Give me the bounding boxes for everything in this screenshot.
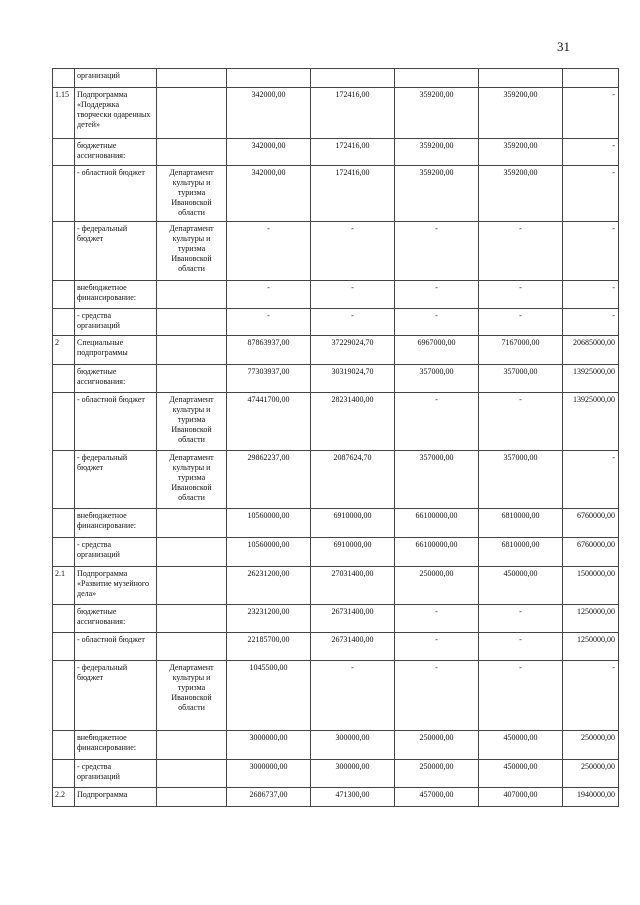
value-cell: 1045500,00 bbox=[227, 661, 311, 731]
value-cell: 172416,00 bbox=[311, 139, 395, 166]
item-name-cell: Подпрограмма «Развитие музейного дела» bbox=[75, 567, 157, 605]
value-cell bbox=[563, 69, 619, 88]
executor-cell: Департамент культуры и туризма Ивановской области bbox=[157, 222, 227, 281]
row-number-cell bbox=[53, 166, 75, 222]
item-name-cell: - федеральный бюджет bbox=[75, 661, 157, 731]
table-row bbox=[53, 139, 619, 166]
table-row bbox=[53, 509, 619, 538]
value-cell: - bbox=[395, 393, 479, 451]
item-name-cell: - федеральный бюджет bbox=[75, 451, 157, 509]
row-number-cell bbox=[53, 281, 75, 309]
value-cell: 23231200,00 bbox=[227, 605, 311, 633]
value-cell: - bbox=[395, 633, 479, 661]
executor-cell bbox=[157, 731, 227, 760]
budget-table bbox=[52, 68, 619, 807]
item-name-cell: - федеральный бюджет bbox=[75, 222, 157, 281]
value-cell: - bbox=[479, 281, 563, 309]
row-number-cell bbox=[53, 760, 75, 788]
value-cell: 26731400,00 bbox=[311, 633, 395, 661]
value-cell: 1250000,00 bbox=[563, 633, 619, 661]
value-cell: 1940000,00 bbox=[563, 788, 619, 807]
value-cell: 10560000,00 bbox=[227, 509, 311, 538]
value-cell: 1250000,00 bbox=[563, 605, 619, 633]
value-cell: - bbox=[563, 309, 619, 336]
value-cell: 357000,00 bbox=[395, 365, 479, 393]
value-cell: 3000000,00 bbox=[227, 760, 311, 788]
value-cell: 77303937,00 bbox=[227, 365, 311, 393]
value-cell: - bbox=[563, 281, 619, 309]
executor-cell bbox=[157, 88, 227, 139]
item-name-cell: бюджетные ассигнования: bbox=[75, 605, 157, 633]
value-cell: 37229024,70 bbox=[311, 336, 395, 365]
value-cell: 6910000,00 bbox=[311, 509, 395, 538]
value-cell: 359200,00 bbox=[479, 88, 563, 139]
value-cell: - bbox=[227, 309, 311, 336]
executor-cell bbox=[157, 69, 227, 88]
item-name-cell: бюджетные ассигнования: bbox=[75, 139, 157, 166]
value-cell: - bbox=[479, 605, 563, 633]
row-number-cell: 1.15 bbox=[53, 88, 75, 139]
table-row bbox=[53, 222, 619, 281]
item-name-cell: - средства организаций bbox=[75, 309, 157, 336]
item-name-cell: - средства организаций bbox=[75, 538, 157, 567]
value-cell: 450000,00 bbox=[479, 760, 563, 788]
value-cell: - bbox=[395, 309, 479, 336]
value-cell: 2686737,00 bbox=[227, 788, 311, 807]
value-cell: - bbox=[395, 605, 479, 633]
item-name-cell: - областной бюджет bbox=[75, 633, 157, 661]
table-row bbox=[53, 365, 619, 393]
item-name-cell: Подпрограмма «Поддержка творчески одаренных детей» bbox=[75, 88, 157, 139]
value-cell: - bbox=[563, 166, 619, 222]
item-name-cell: бюджетные ассигнования: bbox=[75, 365, 157, 393]
table-row bbox=[53, 166, 619, 222]
value-cell: 407000,00 bbox=[479, 788, 563, 807]
row-number-cell bbox=[53, 633, 75, 661]
value-cell: - bbox=[479, 633, 563, 661]
value-cell: 471300,00 bbox=[311, 788, 395, 807]
value-cell: 1500000,00 bbox=[563, 567, 619, 605]
value-cell: 342000,00 bbox=[227, 139, 311, 166]
executor-cell bbox=[157, 633, 227, 661]
value-cell: 27031400,00 bbox=[311, 567, 395, 605]
value-cell: 26731400,00 bbox=[311, 605, 395, 633]
executor-cell bbox=[157, 538, 227, 567]
value-cell: 457000,00 bbox=[395, 788, 479, 807]
executor-cell bbox=[157, 365, 227, 393]
value-cell: 13925000,00 bbox=[563, 365, 619, 393]
value-cell: 342000,00 bbox=[227, 88, 311, 139]
value-cell: 20685000,00 bbox=[563, 336, 619, 365]
value-cell: 359200,00 bbox=[479, 166, 563, 222]
row-number-cell bbox=[53, 538, 75, 567]
value-cell: 357000,00 bbox=[395, 451, 479, 509]
value-cell: 357000,00 bbox=[479, 451, 563, 509]
value-cell: 250000,00 bbox=[395, 731, 479, 760]
row-number-cell bbox=[53, 451, 75, 509]
row-number-cell: 2.2 bbox=[53, 788, 75, 807]
value-cell: - bbox=[479, 661, 563, 731]
value-cell bbox=[479, 69, 563, 88]
value-cell: 300000,00 bbox=[311, 760, 395, 788]
table-row bbox=[53, 309, 619, 336]
executor-cell: Департамент культуры и туризма Ивановской области bbox=[157, 451, 227, 509]
value-cell: 6810000,00 bbox=[479, 509, 563, 538]
row-number-cell bbox=[53, 309, 75, 336]
value-cell: - bbox=[311, 222, 395, 281]
value-cell: 359200,00 bbox=[395, 139, 479, 166]
value-cell: - bbox=[311, 661, 395, 731]
table-row bbox=[53, 393, 619, 451]
row-number-cell: 2 bbox=[53, 336, 75, 365]
value-cell bbox=[311, 69, 395, 88]
value-cell: - bbox=[311, 309, 395, 336]
item-name-cell: - областной бюджет bbox=[75, 393, 157, 451]
value-cell: - bbox=[227, 281, 311, 309]
value-cell: 6810000,00 bbox=[479, 538, 563, 567]
table-row bbox=[53, 605, 619, 633]
executor-cell: Департамент культуры и туризма Ивановской области bbox=[157, 661, 227, 731]
value-cell: 6967000,00 bbox=[395, 336, 479, 365]
value-cell: - bbox=[227, 222, 311, 281]
table-row bbox=[53, 69, 619, 88]
row-number-cell bbox=[53, 69, 75, 88]
row-number-cell bbox=[53, 509, 75, 538]
item-name-cell: Подпрограмма bbox=[75, 788, 157, 807]
value-cell: - bbox=[479, 393, 563, 451]
item-name-cell: - областной бюджет bbox=[75, 166, 157, 222]
value-cell: 250000,00 bbox=[563, 760, 619, 788]
value-cell: - bbox=[395, 281, 479, 309]
value-cell: 28231400,00 bbox=[311, 393, 395, 451]
value-cell: 2087624,70 bbox=[311, 451, 395, 509]
value-cell: 172416,00 bbox=[311, 88, 395, 139]
table-row bbox=[53, 731, 619, 760]
value-cell: 6760000,00 bbox=[563, 538, 619, 567]
value-cell: 13925000,00 bbox=[563, 393, 619, 451]
value-cell: - bbox=[563, 139, 619, 166]
executor-cell bbox=[157, 760, 227, 788]
value-cell: - bbox=[395, 222, 479, 281]
page-number: 31 bbox=[557, 39, 570, 54]
value-cell: 357000,00 bbox=[479, 365, 563, 393]
item-name-cell: внебюджетное финансирование: bbox=[75, 731, 157, 760]
value-cell: 450000,00 bbox=[479, 567, 563, 605]
table-row bbox=[53, 661, 619, 731]
value-cell: 47441700,00 bbox=[227, 393, 311, 451]
value-cell: 3000000,00 bbox=[227, 731, 311, 760]
executor-cell bbox=[157, 605, 227, 633]
table-row bbox=[53, 88, 619, 139]
row-number-cell bbox=[53, 605, 75, 633]
value-cell: 7167000,00 bbox=[479, 336, 563, 365]
value-cell: 250000,00 bbox=[395, 760, 479, 788]
item-name-cell: - средства организаций bbox=[75, 760, 157, 788]
value-cell: 172416,00 bbox=[311, 166, 395, 222]
value-cell: 29862237,00 bbox=[227, 451, 311, 509]
table-row bbox=[53, 567, 619, 605]
value-cell: - bbox=[311, 281, 395, 309]
value-cell: - bbox=[395, 661, 479, 731]
executor-cell bbox=[157, 139, 227, 166]
table-row bbox=[53, 451, 619, 509]
row-number-cell bbox=[53, 731, 75, 760]
item-name-cell: Специальные подпрограммы bbox=[75, 336, 157, 365]
value-cell: 6760000,00 bbox=[563, 509, 619, 538]
value-cell: 6910000,00 bbox=[311, 538, 395, 567]
value-cell bbox=[395, 69, 479, 88]
value-cell: 30319024,70 bbox=[311, 365, 395, 393]
value-cell: 450000,00 bbox=[479, 731, 563, 760]
value-cell: 250000,00 bbox=[563, 731, 619, 760]
table-row bbox=[53, 633, 619, 661]
executor-cell bbox=[157, 509, 227, 538]
value-cell: 342000,00 bbox=[227, 166, 311, 222]
row-number-cell bbox=[53, 365, 75, 393]
item-name-cell: организаций bbox=[75, 69, 157, 88]
executor-cell bbox=[157, 567, 227, 605]
value-cell: 300000,00 bbox=[311, 731, 395, 760]
table-row bbox=[53, 281, 619, 309]
value-cell: 22185700,00 bbox=[227, 633, 311, 661]
executor-cell bbox=[157, 336, 227, 365]
row-number-cell: 2.1 bbox=[53, 567, 75, 605]
value-cell: - bbox=[563, 222, 619, 281]
row-number-cell bbox=[53, 393, 75, 451]
value-cell: - bbox=[479, 309, 563, 336]
value-cell: 359200,00 bbox=[395, 166, 479, 222]
row-number-cell bbox=[53, 139, 75, 166]
item-name-cell: внебюджетное финансирование: bbox=[75, 281, 157, 309]
row-number-cell bbox=[53, 661, 75, 731]
executor-cell: Департамент культуры и туризма Ивановской области bbox=[157, 166, 227, 222]
value-cell: 10560000,00 bbox=[227, 538, 311, 567]
table-row bbox=[53, 788, 619, 807]
value-cell bbox=[227, 69, 311, 88]
value-cell: 87863937,00 bbox=[227, 336, 311, 365]
value-cell: - bbox=[563, 88, 619, 139]
table-row bbox=[53, 760, 619, 788]
table-row bbox=[53, 538, 619, 567]
value-cell: 359200,00 bbox=[395, 88, 479, 139]
executor-cell bbox=[157, 309, 227, 336]
value-cell: - bbox=[479, 222, 563, 281]
executor-cell: Департамент культуры и туризма Ивановской области bbox=[157, 393, 227, 451]
row-number-cell bbox=[53, 222, 75, 281]
value-cell: 66100000,00 bbox=[395, 509, 479, 538]
value-cell: 66100000,00 bbox=[395, 538, 479, 567]
value-cell: 26231200,00 bbox=[227, 567, 311, 605]
value-cell: 250000,00 bbox=[395, 567, 479, 605]
value-cell: - bbox=[563, 661, 619, 731]
executor-cell bbox=[157, 281, 227, 309]
item-name-cell: внебюджетное финансирование: bbox=[75, 509, 157, 538]
value-cell: 359200,00 bbox=[479, 139, 563, 166]
table-row bbox=[53, 336, 619, 365]
executor-cell bbox=[157, 788, 227, 807]
value-cell: - bbox=[563, 451, 619, 509]
